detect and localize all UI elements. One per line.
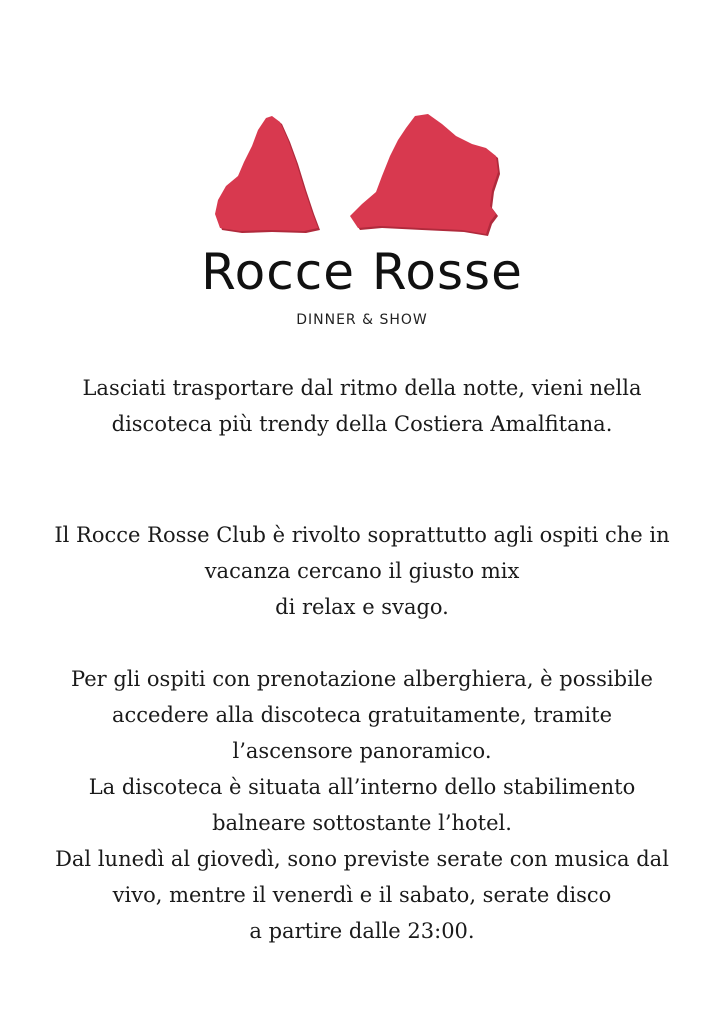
text-line: accedere alla discoteca gratuitamente, tramite [111,703,612,727]
text-line: l’ascensore panoramico. [232,739,492,763]
text-line: balneare sottostante l’hotel. [212,811,512,835]
red-rocks-icon [200,110,520,240]
text-line: discoteca più trendy della Costiera Amalfitana. [111,412,613,436]
text-line: La discoteca è situata all’interno dello stabilimento [88,775,636,799]
brand-name: Rocce Rosse [201,243,523,301]
text-line: a partire dalle 23:00. [249,919,475,943]
club-paragraph [0,517,724,625]
right-rock [350,114,498,234]
text-line: vivo, mentre il venerdì e il sabato, serate disco [112,883,612,907]
text-line: Il Rocce Rosse Club è rivolto soprattutto agli ospiti che in [54,523,670,547]
left-rock [215,116,318,231]
text-line: Lasciati trasportare dal ritmo della notte, vieni nella [82,376,642,400]
text-line: di relax e svago. [275,595,449,619]
brand-tagline: DINNER & SHOW [296,312,428,328]
text-line: vacanza cercano il giusto mix [204,559,520,583]
intro-paragraph [0,370,724,442]
text-line: Dal lunedì al giovedì, sono previste serate con musica dal [55,847,669,871]
rocce-rosse-logo [0,0,724,340]
info-paragraph [0,661,724,949]
text-line: Per gli ospiti con prenotazione alberghiera, è possibile [71,667,653,691]
